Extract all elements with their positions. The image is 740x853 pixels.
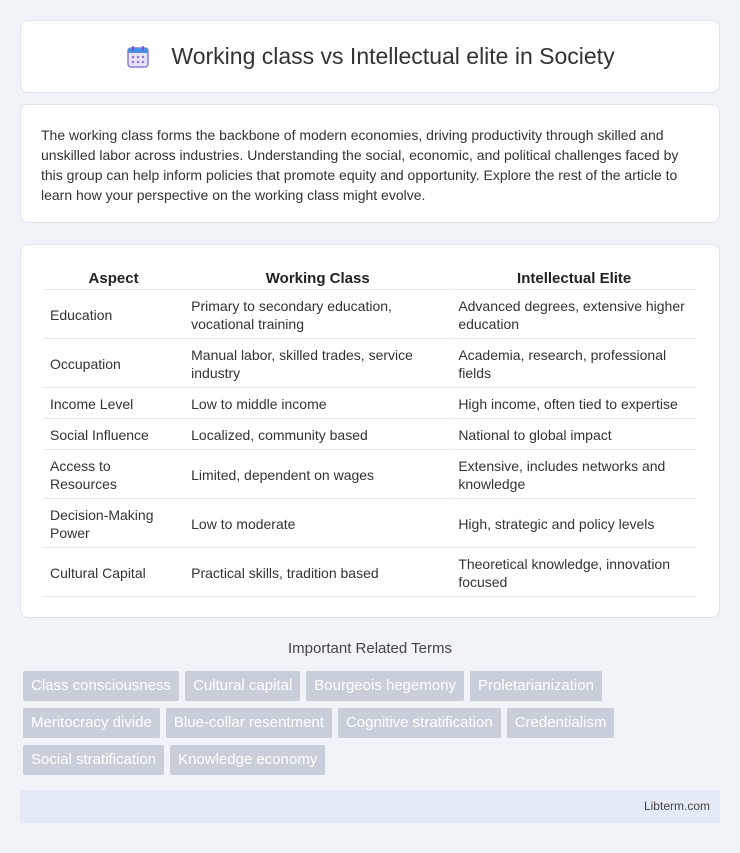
header-intellectual-elite: Intellectual Elite <box>452 267 696 290</box>
page-title: Working class vs Intellectual elite in Society <box>171 43 615 69</box>
related-term-tag[interactable]: Blue-collar resentment <box>166 708 332 738</box>
table-cell: Practical skills, tradition based <box>185 550 450 597</box>
intro-text: The working class forms the backbone of modern economies, driving productivity through skilled and unskilled labor across industries. Understanding the social, economic, and political challenges faced by this group can help inform policies that promote equity and opportunity. Explore the rest of the article to learn how your perspective on the working class might evolve. <box>41 127 679 203</box>
footer <box>20 790 720 823</box>
table-row <box>44 341 696 388</box>
table-row <box>44 421 696 450</box>
intro-card <box>20 104 720 223</box>
table-cell: Social Influence <box>44 421 183 450</box>
related-term-tag[interactable]: Cultural capital <box>185 671 300 701</box>
table-cell: National to global impact <box>452 421 696 450</box>
table-cell: Occupation <box>44 341 183 388</box>
related-term-tag[interactable]: Credentialism <box>507 708 615 738</box>
related-terms-list <box>23 671 723 782</box>
table-cell: High, strategic and policy levels <box>452 501 696 548</box>
calendar-icon <box>125 44 151 70</box>
table-row <box>44 292 696 339</box>
table-cell: Low to moderate <box>185 501 450 548</box>
comparison-table <box>42 265 698 599</box>
related-term-tag[interactable]: Bourgeois hegemony <box>306 671 464 701</box>
table-cell: Limited, dependent on wages <box>185 452 450 499</box>
header-working-class: Working Class <box>185 267 450 290</box>
table-row <box>44 390 696 419</box>
table-row <box>44 501 696 548</box>
footer-site-link[interactable]: Libterm.com <box>643 799 710 813</box>
table-cell: Education <box>44 292 183 339</box>
comparison-table-card <box>20 244 720 618</box>
related-term-tag[interactable]: Class consciousness <box>23 671 179 701</box>
table-cell: Access to Resources <box>44 452 183 499</box>
table-cell: High income, often tied to expertise <box>452 390 696 419</box>
table-row <box>44 550 696 597</box>
related-term-tag[interactable]: Meritocracy divide <box>23 708 160 738</box>
table-header-row <box>44 267 696 290</box>
header-aspect: Aspect <box>44 267 183 290</box>
table-cell: Localized, community based <box>185 421 450 450</box>
table-row <box>44 452 696 499</box>
related-terms-title: Important Related Terms <box>288 640 452 657</box>
related-term-tag[interactable]: Proletarianization <box>470 671 602 701</box>
table-cell: Theoretical knowledge, innovation focused <box>452 550 696 597</box>
table-cell: Advanced degrees, extensive higher education <box>452 292 696 339</box>
related-term-tag[interactable]: Knowledge economy <box>170 745 325 775</box>
table-cell: Income Level <box>44 390 183 419</box>
related-term-tag[interactable]: Cognitive stratification <box>338 708 501 738</box>
table-cell: Manual labor, skilled trades, service industry <box>185 341 450 388</box>
title-card <box>20 20 720 93</box>
table-cell: Primary to secondary education, vocational training <box>185 292 450 339</box>
table-cell: Extensive, includes networks and knowledge <box>452 452 696 499</box>
table-cell: Low to middle income <box>185 390 450 419</box>
table-cell: Decision-Making Power <box>44 501 183 548</box>
table-cell: Cultural Capital <box>44 550 183 597</box>
table-cell: Academia, research, professional fields <box>452 341 696 388</box>
related-term-tag[interactable]: Social stratification <box>23 745 164 775</box>
